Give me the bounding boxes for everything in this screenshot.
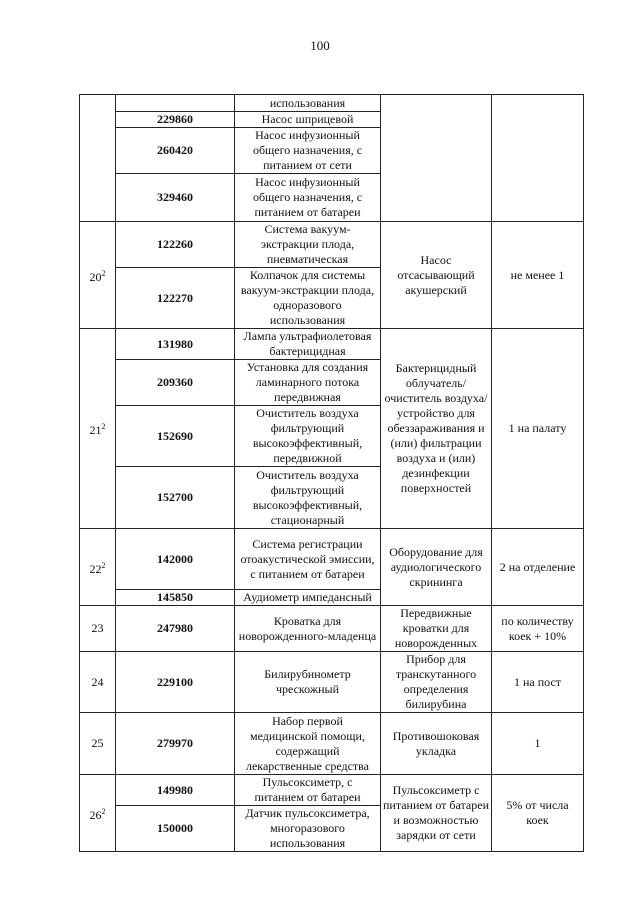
table-row <box>80 329 584 360</box>
table-row <box>80 606 584 652</box>
row-number-cell <box>80 95 116 222</box>
code-cell: 329460 <box>116 174 235 222</box>
code-cell <box>116 95 235 112</box>
code-cell: 229860 <box>116 112 235 128</box>
row-number-cell: $26^2$ <box>80 775 116 852</box>
table-row <box>80 652 584 713</box>
code-cell: 122260 <box>116 222 235 268</box>
quantity-cell: 1 <box>492 713 584 775</box>
row-number-cell: $20^2$ <box>80 222 116 329</box>
name-cell: Насос инфузионный общего назначения, с питанием от сети <box>235 128 381 174</box>
name-cell: Лампа ультрафиолетовая бактерицидная <box>235 329 381 360</box>
device-cell: Оборудование для аудиологического скрининга <box>381 529 492 606</box>
table-row <box>80 529 584 590</box>
quantity-cell: 1 на палату <box>492 329 584 529</box>
device-cell: Прибор для транскутанного определения билирубина <box>381 652 492 713</box>
name-cell: Кроватка для новорожденного-младенца <box>235 606 381 652</box>
name-cell: Насос шприцевой <box>235 112 381 128</box>
quantity-cell: 2 на отделение <box>492 529 584 606</box>
row-number-cell: $22^2$ <box>80 529 116 606</box>
name-cell: использования <box>235 95 381 112</box>
device-cell <box>381 95 492 222</box>
page-number: 100 <box>310 38 330 53</box>
code-cell: 209360 <box>116 360 235 406</box>
device-cell: Пульсоксиметр с питанием от батареи и возможностью зарядки от сети <box>381 775 492 852</box>
row-number-cell: $21^2$ <box>80 329 116 529</box>
code-cell: 150000 <box>116 806 235 852</box>
code-cell: 152690 <box>116 406 235 467</box>
quantity-cell <box>492 95 584 222</box>
device-cell: Противошоковая укладка <box>381 713 492 775</box>
code-cell: 279970 <box>116 713 235 775</box>
name-cell: Установка для создания ламинарного потока передвижная <box>235 360 381 406</box>
name-cell: Система вакуум-экстракции плода, пневматическая <box>235 222 381 268</box>
name-cell: Насос инфузионный общего назначения, с питанием от батареи <box>235 174 381 222</box>
code-cell: 131980 <box>116 329 235 360</box>
row-number-cell: 25 <box>80 713 116 775</box>
name-cell: Колпачок для системы вакуум-экстракции плода, одноразового использования <box>235 268 381 329</box>
code-cell: 122270 <box>116 268 235 329</box>
name-cell: Очиститель воздуха фильтрующий высокоэффективный, стационарный <box>235 467 381 529</box>
name-cell: Набор первой медицинской помощи, содержащий лекарственные средства <box>235 713 381 775</box>
quantity-cell: 1 на пост <box>492 652 584 713</box>
device-cell: Передвижные кроватки для новорожденных <box>381 606 492 652</box>
code-cell: 247980 <box>116 606 235 652</box>
name-cell: Аудиометр импедансный <box>235 590 381 606</box>
name-cell: Очиститель воздуха фильтрующий высокоэффективный, передвижной <box>235 406 381 467</box>
code-cell: 145850 <box>116 590 235 606</box>
device-cell: Бактерицидный облучатель/ очиститель воздуха/ устройство для обеззараживания и (или) фильтрации воздуха и (или) дезинфекции поверхностей <box>381 329 492 529</box>
quantity-cell: по количеству коек + 10% <box>492 606 584 652</box>
code-cell: 152700 <box>116 467 235 529</box>
name-cell: Датчик пульсоксиметра, многоразового использования <box>235 806 381 852</box>
code-cell: 149980 <box>116 775 235 806</box>
quantity-cell: 5% от числа коек <box>492 775 584 852</box>
row-number-cell: 24 <box>80 652 116 713</box>
code-cell: 229100 <box>116 652 235 713</box>
row-number-cell: 23 <box>80 606 116 652</box>
table-row <box>80 222 584 268</box>
code-cell: 260420 <box>116 128 235 174</box>
quantity-cell: не менее 1 <box>492 222 584 329</box>
equipment-table <box>79 94 584 852</box>
table-row <box>80 775 584 806</box>
name-cell: Билирубинометр чрескожный <box>235 652 381 713</box>
table-row <box>80 713 584 775</box>
code-cell: 142000 <box>116 529 235 590</box>
name-cell: Система регистрации отоакустической эмиссии, с питанием от батареи <box>235 529 381 590</box>
name-cell: Пульсоксиметр, с питанием от батареи <box>235 775 381 806</box>
table-row <box>80 95 584 112</box>
device-cell: Насос отсасывающий акушерский <box>381 222 492 329</box>
